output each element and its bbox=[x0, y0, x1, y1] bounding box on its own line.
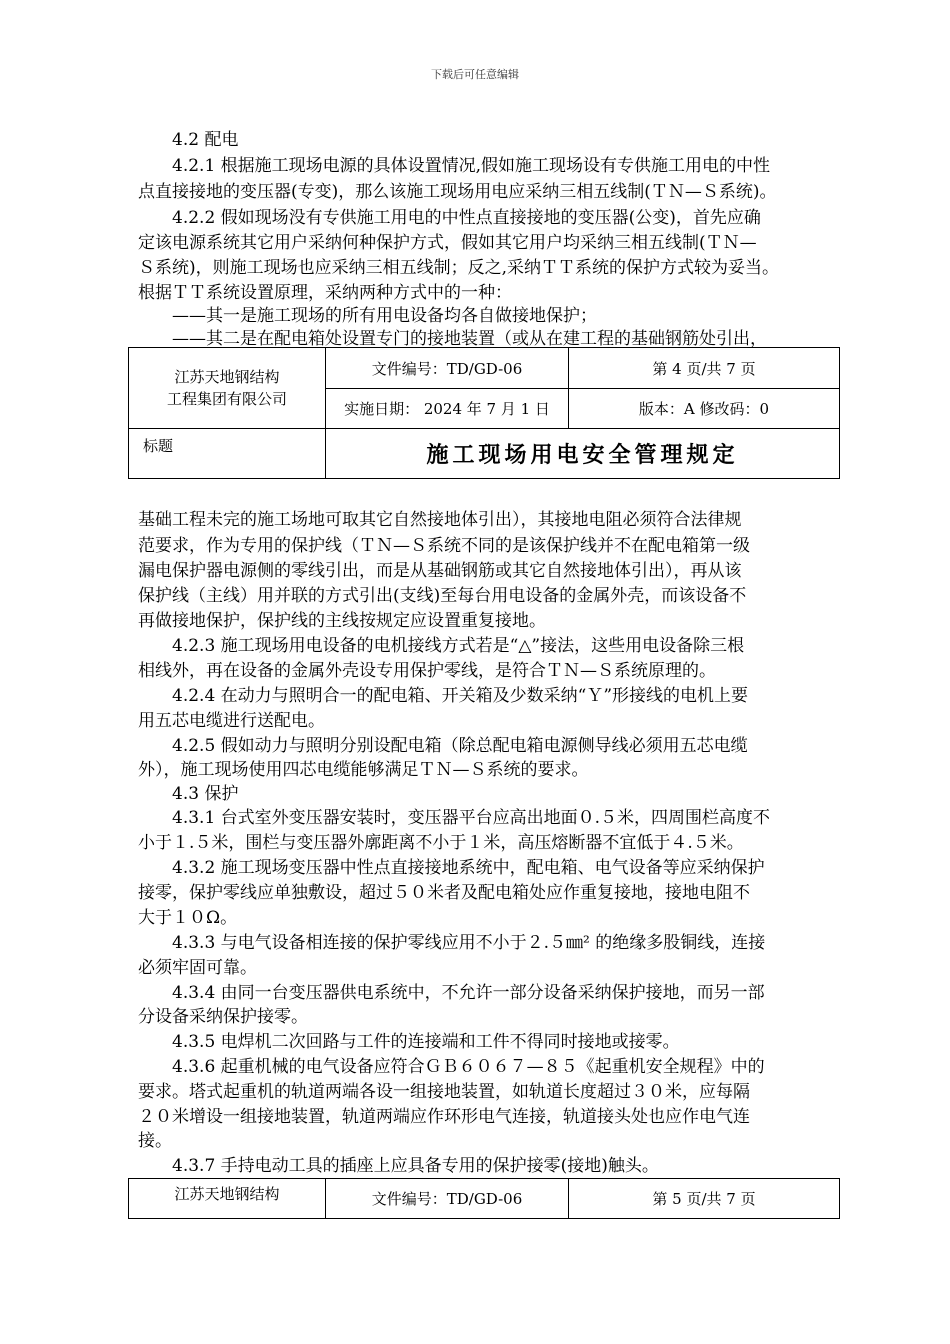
next-page-header-table bbox=[128, 1178, 840, 1219]
text-line: 保护线（主线）用并联的方式引出(支线)至每台用电设备的金属外壳，而该设备不 bbox=[138, 586, 747, 606]
company-cell bbox=[129, 348, 326, 429]
text-line: 4.3.6 起重机械的电气设备应符合ＧＢ６０６７—８５《起重机安全规程》中的 bbox=[138, 1057, 765, 1077]
text-line: ——其二是在配电箱处设置专门的接地装置（或从在建工程的基础钢筋处引出， bbox=[138, 329, 767, 349]
text-line: 漏电保护器电源侧的零线引出，而是从基础钢筋或其它自然接地体引出），再从该 bbox=[138, 561, 742, 581]
effective-date: 实施日期： 2024 年 7 月 1 日 bbox=[326, 389, 569, 429]
text-line: 小于１.５米，围栏与变压器外廓距离不小于１米，高压熔断器不宜低于４.５米。 bbox=[138, 833, 744, 853]
text-line: ——其一是施工现场的所有用电设备均各自做接地保护； bbox=[138, 306, 597, 326]
title-label-text: 标题 bbox=[143, 437, 174, 455]
text-line: 再做接地保护，保护线的主线按规定应设置重复接地。 bbox=[138, 611, 546, 631]
version: 版本：A 修改码：0 bbox=[569, 389, 840, 429]
text-line: 4.3.2 施工现场变压器中性点直接接地系统中，配电箱、电气设备等应采纳保护 bbox=[138, 858, 765, 878]
text-line: 4.2.3 施工现场用电设备的电机接线方式若是“△”接法，这些用电设备除三根 bbox=[138, 636, 745, 656]
text-line: 外），施工现场使用四芯电缆能够满足ＴＮ—Ｓ系统的要求。 bbox=[138, 760, 589, 780]
text-line: 4.3.1 台式室外变压器安装时，变压器平台应高出地面０.５米，四周围栏高度不 bbox=[138, 808, 771, 828]
page-number: 第 4 页/共 7 页 bbox=[569, 348, 840, 389]
title-label bbox=[129, 429, 326, 479]
text-line: 4.3.4 由同一台变压器供电系统中，不允许一部分设备采纳保护接地，而另一部 bbox=[138, 983, 765, 1003]
text-line: 4.3.7 手持电动工具的插座上应具备专用的保护接零(接地)触头。 bbox=[138, 1156, 659, 1176]
text-line: 接。 bbox=[138, 1131, 172, 1151]
text-line: 必须牢固可靠。 bbox=[138, 958, 257, 978]
document-title: 施工现场用电安全管理规定 bbox=[326, 429, 840, 479]
text-line: 用五芯电缆进行送配电。 bbox=[138, 711, 325, 731]
text-line: ２０米增设一组接地装置，轨道两端应作环形电气连接，轨道接头处也应作电气连 bbox=[138, 1107, 750, 1127]
text-line: 范要求，作为专用的保护线（ＴＮ—Ｓ系统不同的是该保护线并不在配电箱第一级 bbox=[138, 536, 750, 556]
text-line: 4.2.1 根据施工现场电源的具体设置情况,假如施工现场设有专供施工用电的中性 bbox=[138, 156, 771, 176]
text-line: Ｓ系统)，则施工现场也应采纳三相五线制；反之,采纳ＴＴ系统的保护方式较为妥当。 bbox=[138, 258, 780, 278]
company-name-line2: 工程集团有限公司 bbox=[166, 390, 287, 408]
footer-doc-number: 文件编号：TD/GD-06 bbox=[326, 1179, 569, 1219]
text-line: 4.2.5 假如动力与照明分别设配电箱（除总配电箱电源侧导线必须用五芯电缆 bbox=[138, 736, 748, 756]
text-line: 接零，保护零线应单独敷设，超过５０米者及配电箱处应作重复接地，接地电阻不 bbox=[138, 883, 750, 903]
text-line: 定该电源系统其它用户采纳何种保护方式，假如其它用户均采纳三相五线制(ＴＮ— bbox=[138, 233, 757, 253]
document-header-table bbox=[128, 347, 840, 479]
company-name-line1: 江苏天地钢结构 bbox=[174, 368, 280, 386]
text-line: 要求。塔式起重机的轨道两端各设一组接地装置，如轨道长度超过３０米，应每隔 bbox=[138, 1082, 750, 1102]
text-line: 分设备采纳保护接零。 bbox=[138, 1007, 308, 1027]
doc-number: 文件编号：TD/GD-06 bbox=[326, 348, 569, 389]
text-line: 大于１０Ω。 bbox=[138, 908, 238, 928]
text-line: 相线外，再在设备的金属外壳设专用保护零线，是符合ＴＮ—Ｓ系统原理的。 bbox=[138, 661, 716, 681]
text-line: 4.3 保护 bbox=[138, 784, 239, 804]
text-line: 4.2.2 假如现场没有专供施工用电的中性点直接接地的变压器(公变)，首先应确 bbox=[138, 208, 761, 228]
text-line: 4.2.4 在动力与照明合一的配电箱、开关箱及少数采纳“Ｙ”形接线的电机上要 bbox=[138, 686, 749, 706]
text-line: 4.3.3 与电气设备相连接的保护零线应用不小于２.５㎜² 的绝缘多股铜线，连接 bbox=[138, 933, 766, 953]
text-line: 4.3.5 电焊机二次回路与工件的连接端和工件不得同时接地或接零。 bbox=[138, 1032, 680, 1052]
footer-company: 江苏天地钢结构 bbox=[129, 1179, 326, 1219]
text-line: 点直接接地的变压器(专变)，那么该施工现场用电应采纳三相五线制(ＴＮ—Ｓ系统)。 bbox=[138, 182, 777, 202]
text-line: 基础工程未完的施工场地可取其它自然接地体引出），其接地电阻必须符合法律规 bbox=[138, 510, 742, 530]
text-line: 根据ＴＴ系统设置原理，采纳两种方式中的一种： bbox=[138, 283, 512, 303]
footer-page-number: 第 5 页/共 7 页 bbox=[569, 1179, 840, 1219]
text-line: 4.2 配电 bbox=[138, 130, 239, 150]
watermark-text: 下载后可任意编辑 bbox=[431, 68, 519, 81]
